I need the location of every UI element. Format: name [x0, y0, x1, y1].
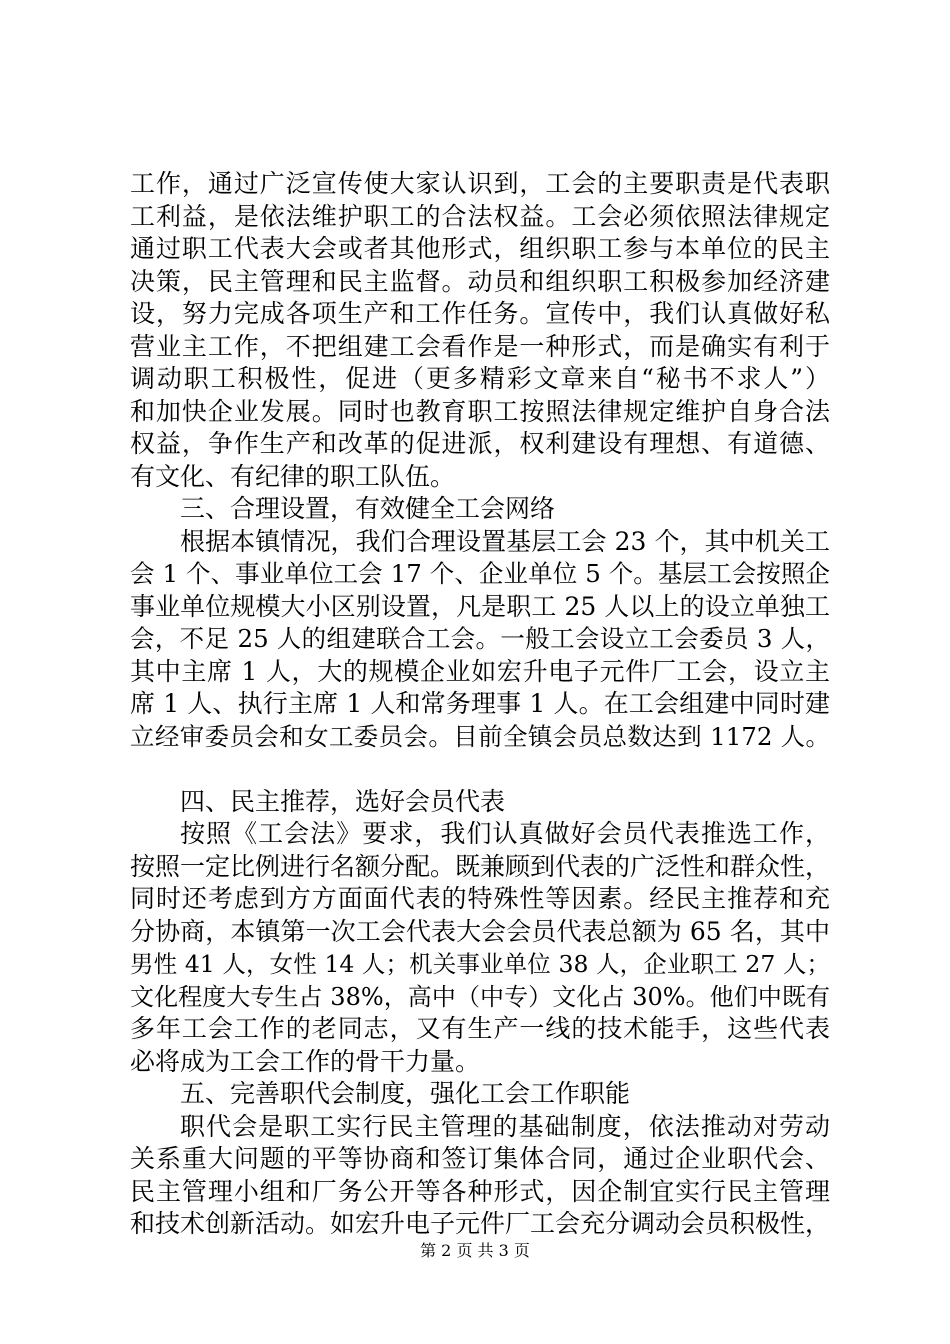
text-line: 根据本镇情况，我们合理设置基层工会 23 个，其中机关工 [180, 526, 830, 556]
text-line: 有文化、有纪律的职工队伍。 [130, 461, 456, 491]
text-line: 立经审委员会和女工委员会。目前全镇会员总数达到 1172 人。 [130, 721, 830, 751]
text-line: 多年工会工作的老同志，又有生产一线的技术能手，这些代表 [130, 1014, 830, 1043]
text-line: 事业单位规模大小区别设置，凡是职工 25 人以上的设立单独工 [130, 591, 830, 621]
text-line: 职代会是职工实行民主管理的基础制度，依法推动对劳动 [180, 1111, 830, 1141]
text-line: 决策，民主管理和民主监督。动员和组织职工积极参加经济建 [130, 266, 830, 296]
page-footer: 第 2 页 共 3 页 [420, 1241, 530, 1260]
text-line: 调动职工积极性，促进（更多精彩文章来自“秘书不求人”） [130, 364, 830, 393]
text-line: 必将成为工会工作的骨干力量。 [130, 1046, 481, 1076]
text-line: 三、合理设置，有效健全工会网络 [180, 494, 556, 523]
text-line: 同时还考虑到方方面面代表的特殊性等因素。经民主推荐和充 [130, 884, 830, 913]
text-line: 其中主席 1 人，大的规模企业如宏升电子元件厂工会，设立主 [130, 656, 830, 686]
text-line: 营业主工作，不把组建工会看作是一种形式，而是确实有利于 [130, 331, 830, 361]
text-line: 按照一定比例进行名额分配。既兼顾到代表的广泛性和群众性， [130, 851, 831, 881]
text-line: 关系重大问题的平等协商和签订集体合同，通过企业职代会、 [130, 1144, 830, 1173]
text-line: 会 1 个、事业单位工会 17 个、企业单位 5 个。基层工会按照企 [130, 559, 830, 588]
text-line: 会，不足 25 人的组建联合工会。一般工会设立工会委员 3 人， [130, 624, 830, 653]
text-line: 工利益，是依法维护职工的合法权益。工会必须依照法律规定 [130, 201, 830, 231]
text-line: 按照《工会法》要求，我们认真做好会员代表推选工作， [180, 819, 830, 848]
text-line: 民主管理小组和厂务公开等各种形式，因企制宜实行民主管理 [130, 1176, 830, 1206]
text-line: 席 1 人、执行主席 1 人和常务理事 1 人。在工会组建中同时建 [130, 689, 830, 718]
text-line: 文化程度大专生占 38%，高中（中专）文化占 30%。他们中既有 [130, 982, 830, 1011]
document-body [130, 168, 830, 1241]
text-line: 分协商，本镇第一次工会代表大会会员代表总额为 65 名，其中 [130, 916, 830, 946]
text-line: 通过职工代表大会或者其他形式，组织职工参与本单位的民主 [130, 234, 830, 263]
blank-line [130, 753, 830, 786]
text-line: 四、民主推荐，选好会员代表 [180, 786, 506, 816]
text-line: 设，努力完成各项生产和工作任务。宣传中，我们认真做好私 [130, 299, 830, 328]
text-line: 工作，通过广泛宣传使大家认识到，工会的主要职责是代表职 [130, 169, 830, 198]
text-line: 和加快企业发展。同时也教育职工按照法律规定维护自身合法 [130, 396, 830, 426]
text-line: 和技术创新活动。如宏升电子元件厂工会充分调动会员积极性， [130, 1209, 831, 1238]
text-line: 权益，争作生产和改革的促进派，权利建设有理想、有道德、 [130, 429, 830, 458]
text-line: 男性 41 人，女性 14 人；机关事业单位 38 人，企业职工 27 人； [130, 950, 830, 978]
text-line: 五、完善职代会制度，强化工会工作职能 [180, 1079, 631, 1108]
